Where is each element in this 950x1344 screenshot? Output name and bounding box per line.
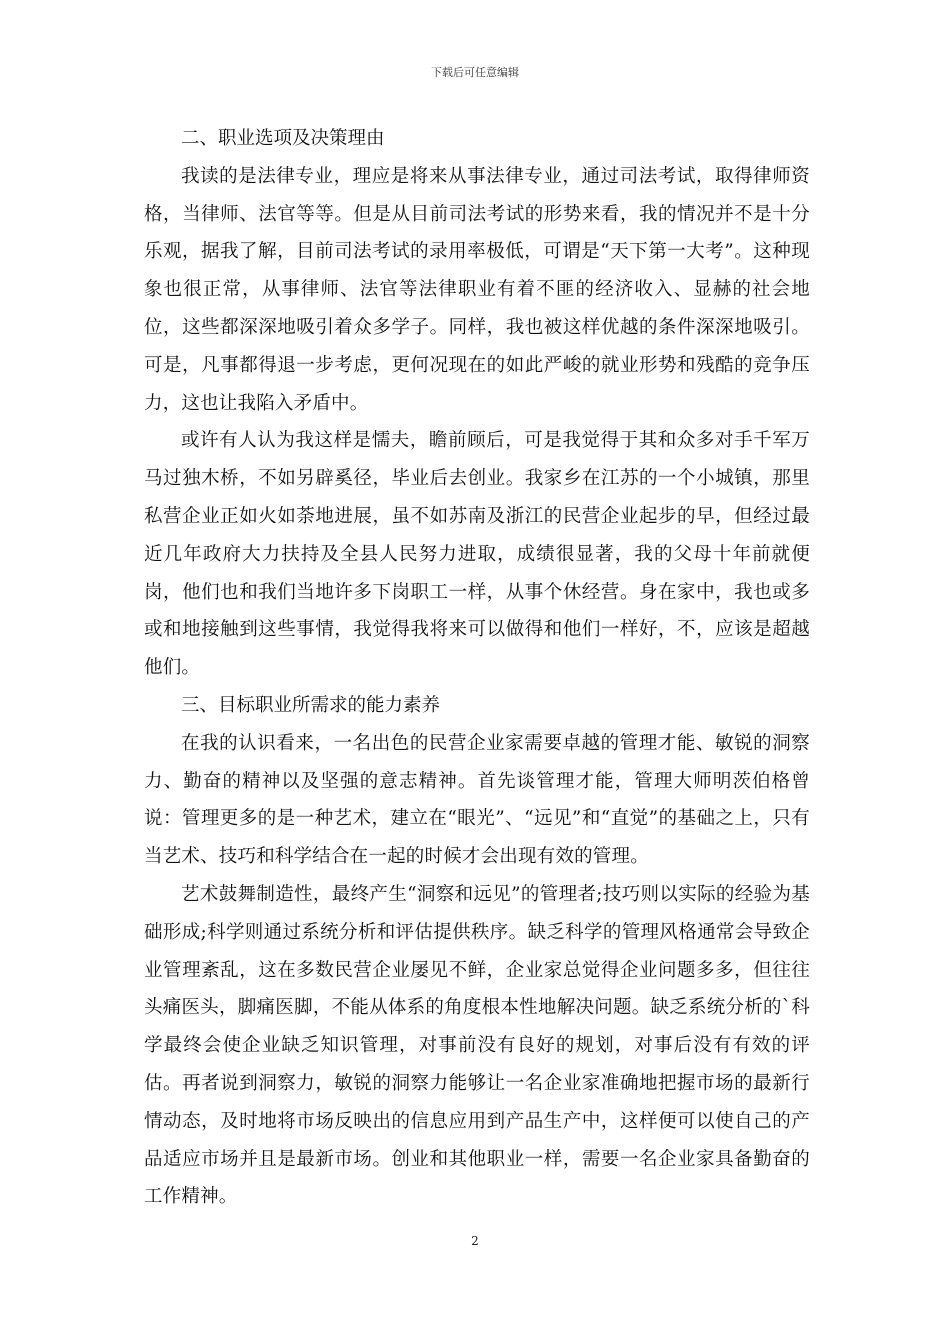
document-body [144, 120, 810, 1216]
paragraph-entrepreneurship: 或许有人认为我这样是懦夫，瞻前顾后，可是我觉得于其和众多对手千军万马过独木桥，不如另辟奚径，毕业后去创业。我家乡在江苏的一个小城镇，那里私营企业正如火如荼地进展，虽不如苏南及浙江的民营企业起步的早，但经过最近几年政府大力扶持及全县人民努力进取，成绩很显著，我的父母十年前就便岗，他们也和我们当地许多下岗职工一样，从事个休经营。身在家中，我也或多或和地接触到这些事情，我觉得我将来可以做得和他们一样好，不，应该是超越他们。 [144, 430, 810, 679]
section-heading-career-choice: 二、职业选项及决策理由 [181, 128, 385, 149]
page-number: 2 [471, 1234, 479, 1248]
page-header-note: 下载后可任意编辑 [431, 66, 519, 79]
section-heading-required-abilities: 三、目标职业所需求的能力素养 [181, 694, 441, 716]
paragraph-management-talent: 在我的认识看来，一名出色的民营企业家需要卓越的管理才能、敏锐的洞察力、勤奋的精神以及坚强的意志精神。首先谈管理才能，管理大师明茨伯格曾说：管理更多的是一种艺术，建立在“眼光”、“远见”和“直觉”的基础之上，只有当艺术、技巧和科学结合在一起的时候才会出现有效的管理。 [144, 732, 810, 868]
paragraph-art-skill-science: 艺术鼓舞制造性，最终产生“洞察和远见”的管理者;技巧则以实际的经验为基础形成;科学则通过系统分析和评估提供秩序。缺乏科学的管理风格通常会导致企业管理紊乱，这在多数民营企业屡见不鲜，企业家总觉得企业问题多多，但往往头痛医头，脚痛医脚，不能从体系的角度根本性地解决问题。缺乏系统分析的`科学最终会使企业缺乏知识管理，对事前没有良好的规划，对事后没有有效的评估。再者说到洞察力，敏锐的洞察力能够让一名企业家准确地把握市场的最新行情动态，及时地将市场反映出的信息应用到产品生产中，这样便可以使自己的产品适应市场并且是最新市场。创业和其他职业一样，需要一名企业家具备勤奋的工作精神。 [144, 883, 810, 1208]
paragraph-law-major: 我读的是法律专业，理应是将来从事法律专业，通过司法考试，取得律师资格，当律师、法官等等。但是从目前司法考试的形势来看，我的情况并不是十分乐观，据我了解，目前司法考试的录用率极低，可谓是“天下第一大考”。这种现象也很正常，从事律师、法官等法律职业有着不匪的经济收入、显赫的社会地位，这些都深深地吸引着众多学子。同样，我也被这样优越的条件深深地吸引。可是，凡事都得退一步考虑，更何况现在的如此严峻的就业形势和残酷的竞争压力，这也让我陷入矛盾中。 [144, 165, 810, 414]
